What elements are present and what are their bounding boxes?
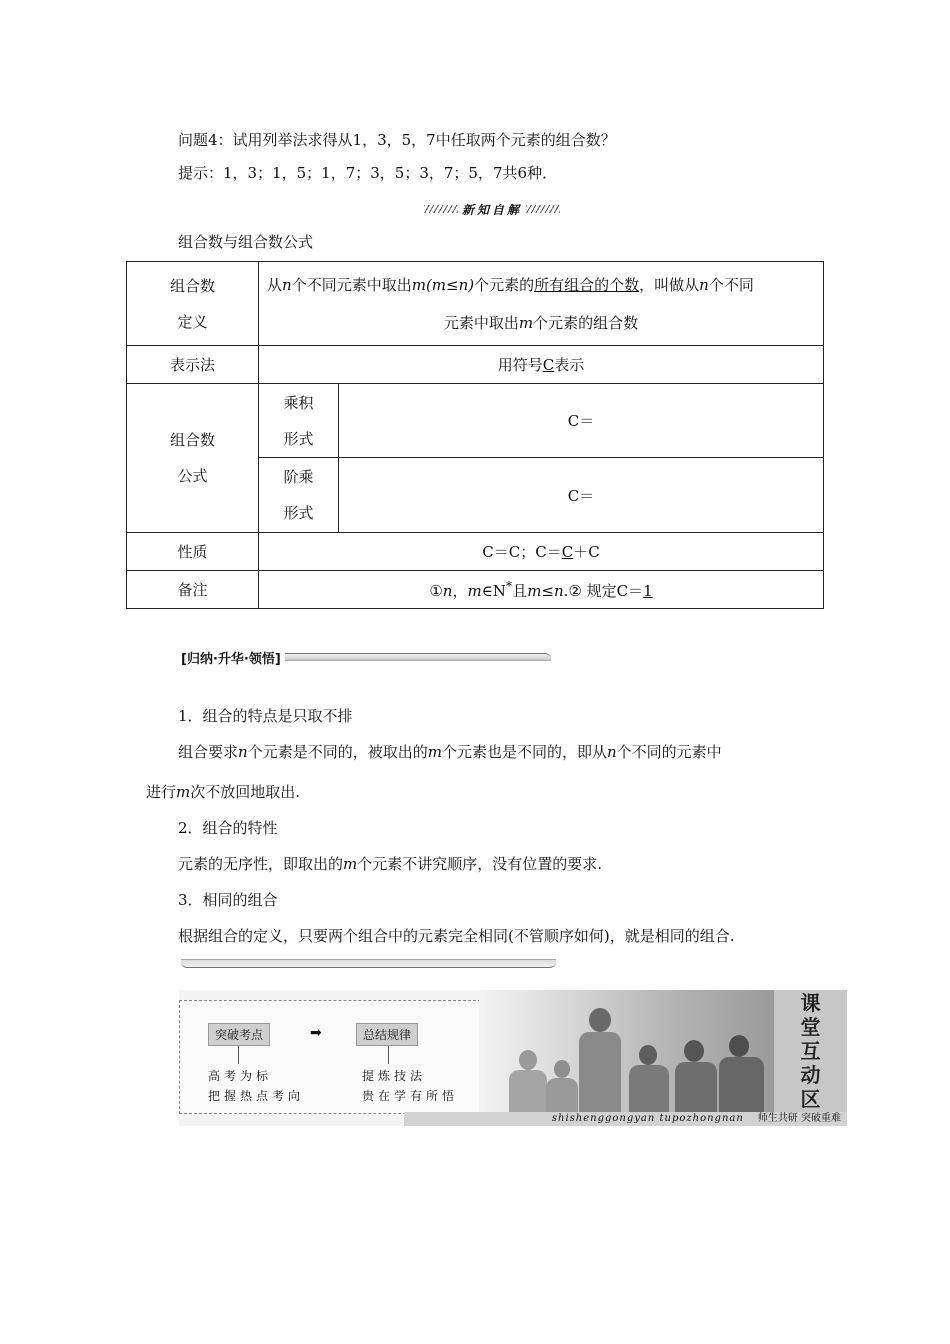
note-underlined: 1: [643, 582, 653, 600]
classroom-photo: [479, 990, 774, 1112]
definition-label: [127, 262, 259, 346]
property-part: C＝C；C＝: [482, 543, 562, 561]
def-part: ，叫做从: [639, 275, 700, 294]
def-n2: n: [699, 275, 709, 294]
caption-bar: [404, 1112, 847, 1126]
caption-text: 师生共研 突破重难: [757, 1113, 841, 1124]
photo-body: [719, 1057, 764, 1112]
product-label-1: 乘积: [283, 393, 314, 412]
product-label-2: 形式: [283, 429, 314, 448]
p2-part: 元素的无序性，即取出的: [178, 855, 344, 873]
notation-part: 表示: [554, 356, 585, 374]
def-cond: (m≤n): [425, 275, 475, 294]
formula-label: [127, 384, 259, 533]
summary-header-bar: [285, 653, 551, 661]
summary-header-title: [归纳·升华·领悟]: [181, 651, 281, 667]
summary-p3-title: 3．相同的组合: [178, 891, 278, 909]
def-n: n: [282, 275, 292, 294]
property-label: 性质: [127, 533, 259, 571]
photo-head: [639, 1045, 657, 1065]
row-notation: [127, 346, 824, 384]
left-line-2: 把握热点考向: [208, 1089, 305, 1103]
hint: 提示：1，3；1，5；1，7；3，5；3，7；5，7共6种．: [178, 164, 558, 182]
formula-label-2: 公式: [177, 467, 208, 485]
p1-part: 进行: [146, 783, 177, 801]
def-part: 个元素的组合数: [533, 313, 639, 332]
factorial-formula: C＝: [339, 458, 824, 533]
p1-part: 个不同的元素中: [616, 743, 722, 761]
arrow-right-icon: ➡: [310, 1025, 322, 1041]
note-part: 且: [512, 582, 528, 600]
summary-p1-line2: [146, 782, 300, 802]
def-part: 元素中取出: [443, 313, 519, 332]
summary-p2-text: [178, 854, 602, 874]
p2-part: 个元素不讲究顺序，没有位置的要求.: [357, 855, 603, 873]
notation-symbol: C: [542, 356, 555, 374]
note-text: [259, 571, 824, 609]
definition-label-2: 定义: [177, 312, 208, 331]
note-part: ≤: [541, 582, 554, 600]
product-label: [259, 384, 339, 458]
connector-right: [388, 1046, 389, 1064]
def-part: 个不同元素中取出: [291, 275, 412, 294]
note-part: .② 规定C＝: [563, 582, 644, 600]
note-sup: *: [505, 578, 513, 593]
classroom-banner: [179, 990, 847, 1126]
row-note: [127, 571, 824, 609]
photo-body: [546, 1078, 578, 1112]
side-char: 动: [800, 1063, 821, 1087]
row-property: [127, 533, 824, 571]
product-formula: C＝: [339, 384, 824, 458]
photo-head: [519, 1050, 537, 1070]
p1-part: 次不放回地取出.: [190, 783, 301, 801]
definition-line-2: [267, 304, 815, 342]
note-m: m: [467, 582, 482, 600]
tag-breakthrough: 突破考点: [208, 1023, 270, 1046]
def-m2: m: [518, 313, 534, 332]
notation-label: 表示法: [127, 346, 259, 384]
definition-text: [259, 262, 824, 346]
row-definition: [127, 262, 824, 346]
question-4: 问题4：试用列举法求得从1，3，5，7中任取两个元素的组合数？: [178, 131, 616, 149]
photo-body: [509, 1070, 547, 1112]
photo-body: [675, 1062, 717, 1112]
photo-head: [589, 1008, 611, 1032]
def-part: 从: [267, 275, 283, 294]
property-text: [259, 533, 824, 571]
connector-left: [238, 1046, 239, 1064]
p1-part: 个元素也是不同的，即从: [441, 743, 607, 761]
notation-text: [259, 346, 824, 384]
note-n: n: [442, 582, 453, 600]
note-n2: n: [554, 582, 564, 600]
p1-n: n: [238, 743, 248, 761]
photo-body: [629, 1065, 669, 1112]
row-product-form: [127, 384, 824, 458]
p1-part: 个元素是不同的，被取出的: [247, 743, 428, 761]
definition-label-1: 组合数: [169, 276, 215, 295]
photo-head: [684, 1040, 704, 1062]
summary-header: [181, 648, 551, 666]
banner-hatch-left: [424, 205, 458, 213]
photo-head: [729, 1035, 749, 1057]
photo-head: [554, 1060, 570, 1078]
note-part: ，: [452, 582, 468, 600]
tag-summary: 总结规律: [356, 1023, 418, 1046]
table-title: 组合数与组合数公式: [178, 233, 314, 251]
summary-p1-line1: [178, 742, 722, 762]
banner-dashed-box: [179, 1000, 481, 1114]
side-char: 互: [800, 1039, 821, 1063]
property-part: ＋C: [573, 543, 600, 561]
notation-part: 用符号: [497, 356, 543, 374]
note-m2: m: [527, 582, 542, 600]
def-part: 个不同: [708, 275, 754, 294]
def-part: 个元素的: [474, 275, 535, 294]
right-line-1: 提炼技法: [362, 1069, 427, 1083]
banner-hatch-right: [526, 205, 560, 213]
section-banner-title: 新知自解: [462, 202, 523, 217]
side-char: 课: [800, 991, 821, 1015]
summary-p1-title: 1．组合的特点是只取不排: [178, 707, 353, 725]
side-title: [774, 990, 847, 1112]
note-part: ∈N: [481, 582, 506, 600]
combination-table: [126, 261, 824, 609]
summary-p2-title: 2．组合的特性: [178, 819, 278, 837]
def-m: m: [411, 275, 426, 294]
section-banner: [424, 201, 560, 217]
factorial-label-1: 阶乘: [283, 468, 314, 486]
note-part: ①: [429, 582, 443, 600]
summary-p3-text: 根据组合的定义，只要两个组合中的元素完全相同(不管顺序如何)，就是相同的组合.: [178, 927, 735, 945]
summary-footer-bar: [181, 959, 556, 968]
p1-m2: m: [176, 783, 191, 801]
p2-m: m: [343, 855, 358, 873]
left-line-1: 高考为标: [208, 1069, 273, 1083]
def-underlined: 所有组合的个数: [534, 275, 640, 294]
caption-pinyin: shishenggongyan tupozhongnan: [551, 1113, 744, 1124]
p1-m: m: [427, 743, 442, 761]
right-line-2: 贵在学有所悟: [362, 1089, 459, 1103]
formula-label-1: 组合数: [169, 431, 215, 449]
photo-body: [579, 1032, 621, 1112]
factorial-label: [259, 458, 339, 533]
p1-part: 组合要求: [178, 743, 239, 761]
p1-n2: n: [606, 743, 617, 761]
note-label: 备注: [127, 571, 259, 609]
side-char: 区: [800, 1087, 821, 1111]
factorial-label-2: 形式: [283, 504, 314, 522]
side-char: 堂: [800, 1015, 821, 1039]
property-underlined: C: [561, 543, 574, 561]
